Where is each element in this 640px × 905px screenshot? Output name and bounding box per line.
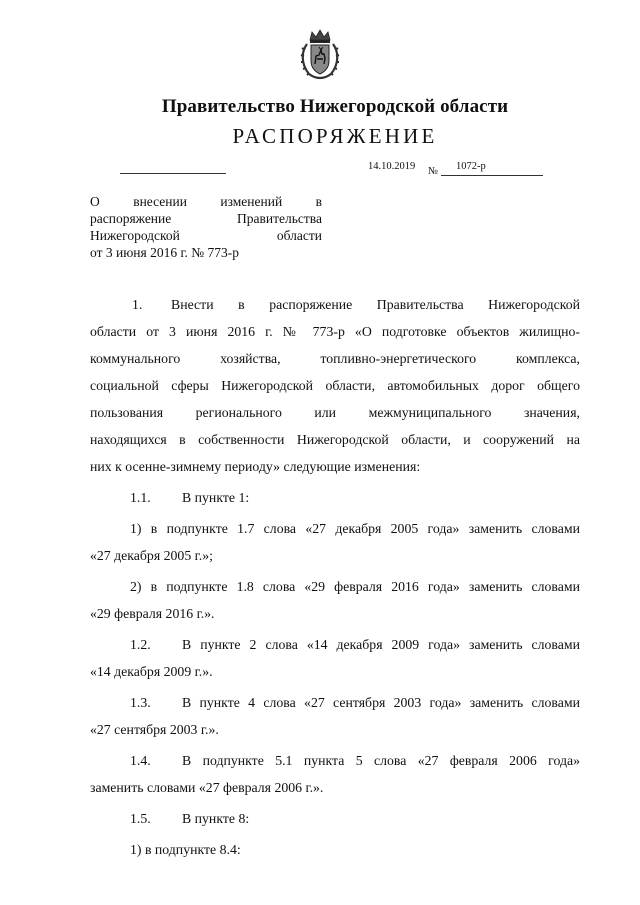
paragraph-text: В пункте 1: (182, 490, 250, 505)
paragraph-1-5 (90, 805, 580, 832)
document-date: 14.10.2019 (368, 161, 416, 172)
subparagraph-1-line: «27 декабря 2005 г.»; (90, 548, 213, 563)
document-type: РАСПОРЯЖЕНИЕ (232, 124, 438, 148)
document-subject (90, 193, 322, 261)
paragraph-label: 1.2. (130, 637, 151, 652)
subject-line: Нижегородской области (90, 228, 322, 243)
paragraph-1-line: них к осенне-зимнему периоду» следующие изменения: (90, 459, 421, 474)
number-sign: № (428, 166, 439, 177)
paragraph-1-line: социальной сферы Нижегородской области, автомобильных дорог общего (90, 378, 580, 393)
number-underline (441, 175, 543, 176)
paragraph-text: Внести в распоряжение Правительства Нижегородской (171, 297, 580, 312)
paragraph-label: 1. (132, 297, 143, 312)
paragraph-1-line: находящихся в собственности Нижегородской области, и сооружений на (90, 432, 580, 447)
subparagraph-2-line: «29 февраля 2016 г.». (90, 606, 215, 621)
blank-line-left (120, 173, 226, 174)
paragraph-1-line: области от 3 июня 2016 г. № 773-р «О подготовке объектов жилищно- (90, 324, 580, 339)
paragraph-1-3-line (90, 689, 580, 716)
paragraph-label: 1.1. (130, 490, 151, 505)
document-body (90, 291, 580, 863)
paragraph-label: 1.3. (130, 695, 151, 710)
paragraph-text: В подпункте 5.1 пункта 5 слова «27 февраля 2006 года» (182, 753, 580, 768)
government-name: Правительство Нижегородской области (161, 96, 509, 117)
paragraph-text: В пункте 2 слова «14 декабря 2009 года» заменить словами (182, 637, 580, 652)
subject-line: О внесении изменений в (90, 194, 322, 209)
paragraph-1-2-line: «14 декабря 2009 г.». (90, 664, 213, 679)
subparagraph-8-4: 1) в подпункте 8.4: (130, 842, 241, 857)
paragraph-1-4-line (90, 747, 580, 774)
paragraph-text: В пункте 4 слова «27 сентября 2003 года» заменить словами (182, 695, 580, 710)
subject-line: от 3 июня 2016 г. № 773-р (90, 245, 239, 260)
paragraph-label: 1.4. (130, 753, 151, 768)
paragraph-1-line: пользования регионального или межмуниципального значения, (90, 405, 580, 420)
document-number: 1072-р (456, 161, 486, 172)
paragraph-label: 1.5. (130, 811, 151, 826)
paragraph-1-line: коммунального хозяйства, топливно-энергетического комплекса, (90, 351, 580, 366)
paragraph-1-3-line: «27 сентября 2003 г.». (90, 722, 219, 737)
paragraph-1-4-line: заменить словами «27 февраля 2006 г.». (90, 780, 324, 795)
paragraph-1-line (90, 291, 580, 318)
paragraph-1-1 (90, 484, 580, 511)
subject-line: распоряжение Правительства (90, 211, 322, 226)
subparagraph-1-line: 1) в подпункте 1.7 слова «27 декабря 2005 года» заменить словами (130, 521, 580, 536)
paragraph-1-2-line (90, 631, 580, 658)
subparagraph-2-line: 2) в подпункте 1.8 слова «29 февраля 2016 года» заменить словами (130, 579, 580, 594)
paragraph-text: В пункте 8: (182, 811, 250, 826)
coat-of-arms-emblem (297, 28, 343, 80)
